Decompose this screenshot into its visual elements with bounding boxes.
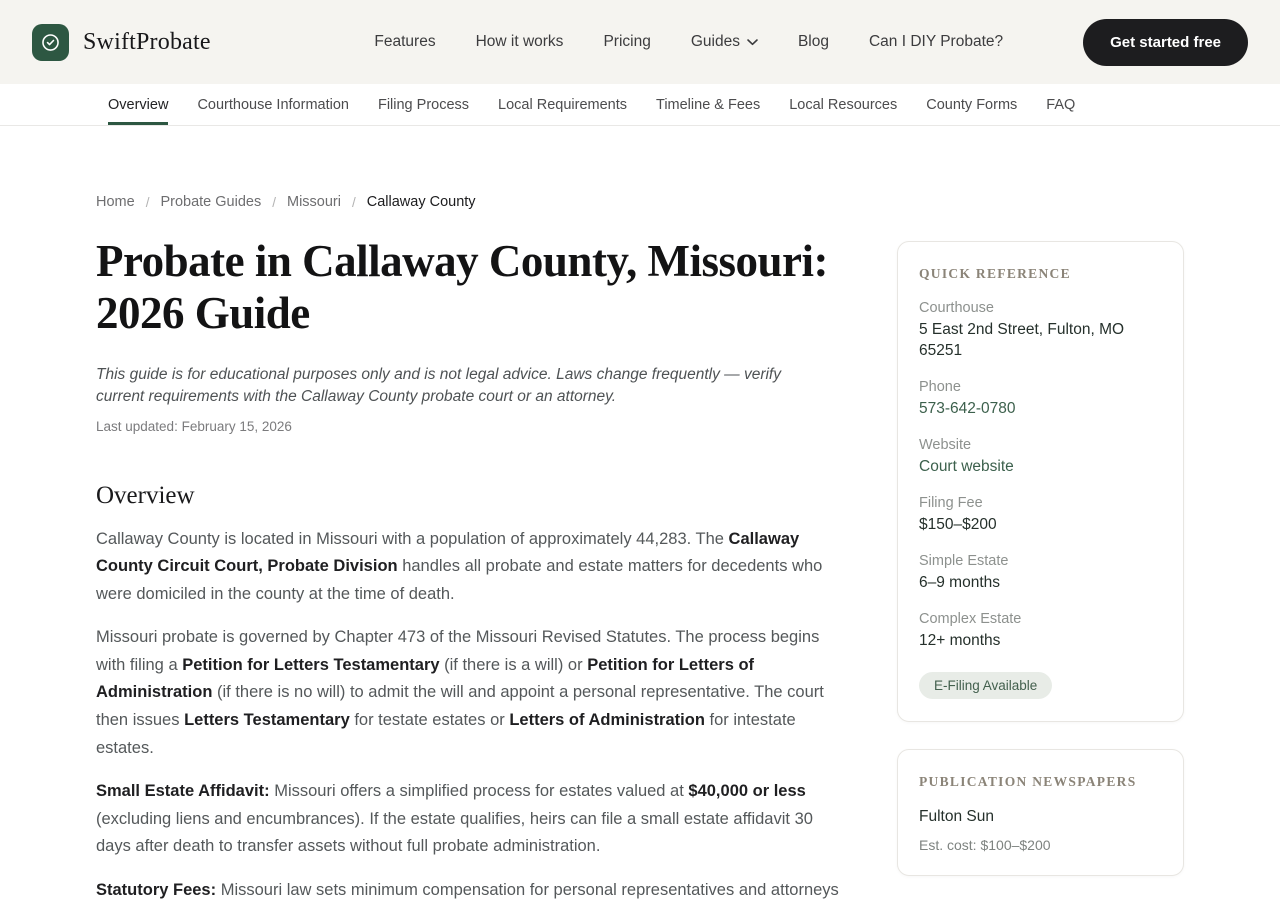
nav-item-guides-label: Guides — [690, 33, 740, 50]
tab-overview[interactable]: Overview — [108, 84, 168, 125]
main-nav — [374, 19, 1248, 66]
breadcrumb-home[interactable]: Home — [96, 194, 135, 210]
filing-fee-value: $150–$200 — [919, 515, 997, 533]
efiling-badge: E-Filing Available — [919, 672, 1052, 699]
complex-estate-value: 12+ months — [919, 631, 1001, 649]
field-label: Filing Fee — [919, 494, 983, 511]
tab-local-requirements[interactable]: Local Requirements — [498, 96, 627, 113]
overview-section-title: Overview — [96, 481, 195, 509]
courthouse-address: 5 East 2nd Street, Fulton, MO 65251 — [919, 321, 1125, 359]
process-paragraph: Missouri probate is governed by Chapter 473 of the Missouri Revised Statutes. The process begins with filing a Petition for Letters Testamentary (if there is a will) or Petition for Letters of Administration (if there is no will) to admit the will and appoint a personal representative. The court then issues Letters Testamentary for testate estates or Letters of Administration for intestate estates. — [96, 628, 824, 757]
section-tab-bar — [0, 84, 1280, 126]
breadcrumb-probate-guides[interactable]: Probate Guides — [160, 194, 262, 210]
last-updated: Last updated: February 15, 2026 — [96, 418, 292, 434]
field-label: Website — [919, 436, 972, 453]
field-phone — [919, 379, 1162, 420]
field-website — [919, 437, 1162, 478]
nav-item-features[interactable]: Features — [374, 33, 436, 50]
field-simple-estate — [919, 553, 1162, 594]
field-label: Courthouse — [919, 300, 994, 316]
tab-filing-process[interactable]: Filing Process — [377, 96, 470, 113]
breadcrumb — [96, 194, 848, 210]
field-label: Complex Estate — [919, 610, 1022, 627]
tab-timeline-fees[interactable]: Timeline & Fees — [656, 96, 761, 113]
nav-item-can-i-diy-probate[interactable]: Can I DIY Probate? — [868, 33, 1004, 50]
legal-disclaimer: This guide is for educational purposes only and is not legal advice. Laws change frequently — verify current requirements with the Callaway County probate court or an attorney. — [96, 365, 781, 405]
statutory-fees-paragraph: Statutory Fees: Missouri law sets minimum compensation for personal representatives and attorneys — [96, 881, 839, 900]
court-website-link[interactable]: Court website — [919, 457, 1014, 475]
tab-faq[interactable]: FAQ — [1046, 96, 1076, 113]
page-container — [96, 126, 1184, 905]
nav-item-blog[interactable]: Blog — [797, 33, 829, 50]
breadcrumb-current: Callaway County — [366, 194, 476, 210]
check-circle-icon — [32, 24, 69, 61]
field-filing-fee — [919, 495, 1162, 536]
simple-estate-value: 6–9 months — [919, 573, 1000, 591]
tab-local-resources[interactable]: Local Resources — [789, 96, 898, 113]
field-label: Simple Estate — [919, 552, 1009, 569]
overview-paragraph: Callaway County is located in Missouri with a population of approximately 44,283. The Callaway County Circuit Court, Probate Division handles all probate and estate matters for decedents who were domiciled in the county at the time of death. — [96, 529, 823, 603]
newspaper-cost: Est. cost: $100–$200 — [919, 837, 1051, 854]
tab-courthouse-information[interactable]: Courthouse Information — [197, 96, 349, 113]
page-title: Probate in Callaway County, Missouri: 2026 Guide — [96, 236, 828, 338]
publication-newspapers-title: PUBLICATION NEWSPAPERS — [919, 774, 1137, 790]
brand-name: SwiftProbate — [83, 28, 211, 55]
tab-county-forms[interactable]: County Forms — [926, 96, 1018, 113]
breadcrumb-missouri[interactable]: Missouri — [286, 194, 341, 210]
nav-item-guides[interactable] — [691, 33, 758, 51]
breadcrumb-separator: / — [272, 194, 276, 210]
field-complex-estate — [919, 611, 1162, 652]
breadcrumb-separator: / — [145, 194, 150, 210]
get-started-button[interactable]: Get started free — [1083, 19, 1248, 66]
chevron-down-icon — [747, 33, 758, 51]
brand-logo[interactable] — [32, 24, 211, 61]
top-header — [0, 0, 1280, 84]
breadcrumb-separator: / — [351, 194, 356, 210]
quick-reference-card — [897, 241, 1184, 722]
small-estate-paragraph: Small Estate Affidavit: Missouri offers a simplified process for estates valued at $40,000 or less (excluding liens and encumbrances). If the estate qualifies, heirs can file a small estate affidavit 30 days after death to transfer assets without full probate administration. — [96, 782, 813, 856]
sidebar-column — [897, 241, 1184, 905]
field-label: Phone — [919, 378, 961, 395]
newspaper-name: Fulton Sun — [919, 808, 994, 826]
nav-item-pricing[interactable]: Pricing — [603, 33, 651, 50]
phone-link[interactable]: 573-642-0780 — [919, 399, 1016, 417]
nav-item-how-it-works[interactable]: How it works — [475, 33, 564, 50]
article-column — [96, 194, 848, 905]
field-courthouse — [919, 300, 1162, 362]
publication-newspapers-card — [897, 749, 1184, 876]
quick-reference-title: QUICK REFERENCE — [919, 266, 1071, 281]
